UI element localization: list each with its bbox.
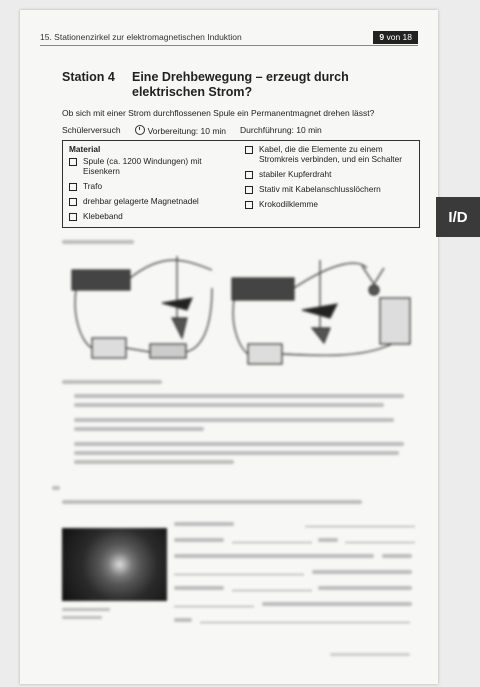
checkbox-icon xyxy=(69,183,77,191)
prep-time: Vorbereitung: 10 min xyxy=(135,125,226,136)
material-item: Spule (ca. 1200 Windungen) mit Eisenkern xyxy=(69,156,239,176)
material-item: Krokodilklemme xyxy=(245,199,415,209)
material-list-left xyxy=(69,156,239,226)
experiment-meta xyxy=(62,125,322,136)
checkbox-icon xyxy=(245,186,253,194)
material-box xyxy=(62,140,420,228)
material-item: drehbar gelagerte Magnetnadel xyxy=(69,196,239,206)
material-item: Kabel, die die Elemente zu einem Stromkreis verbinden, und ein Schalter xyxy=(245,144,415,164)
setup-diagrams xyxy=(62,248,422,370)
page-current: 9 xyxy=(379,32,385,42)
checkbox-icon xyxy=(69,198,77,206)
station-title xyxy=(62,70,422,100)
material-item: Stativ mit Kabelanschlusslöchern xyxy=(245,184,415,194)
checkbox-icon xyxy=(69,213,77,221)
station-number: Station 4 xyxy=(62,70,115,84)
checkbox-icon xyxy=(245,171,253,179)
setup-diagram-a xyxy=(72,256,212,358)
experiment-type: Schülerversuch xyxy=(62,125,121,135)
material-item: stabiler Kupferdraht xyxy=(245,169,415,179)
material-item: Klebeband xyxy=(69,211,239,221)
station-heading: Eine Drehbewegung – erzeugt durch elektrischen Strom? xyxy=(132,70,349,99)
checkbox-icon xyxy=(245,146,253,154)
header-title: 15. Stationenzirkel zur elektromagnetischen Induktion xyxy=(40,32,242,42)
page-total: von 18 xyxy=(386,32,412,42)
section-tab: I/D xyxy=(436,197,480,237)
material-list-right xyxy=(245,144,415,214)
material-item: Trafo xyxy=(69,181,239,191)
page-header xyxy=(40,32,418,46)
magnet-photo xyxy=(62,528,167,601)
material-heading: Material xyxy=(69,144,101,154)
setup-heading-placeholder xyxy=(62,240,134,244)
clock-icon xyxy=(135,125,145,135)
setup-diagram-b xyxy=(232,260,410,364)
checkbox-icon xyxy=(245,201,253,209)
page-number-badge xyxy=(373,31,418,44)
exec-time: Durchführung: 10 min xyxy=(240,125,322,135)
research-question: Ob sich mit einer Strom durchflossenen Spule ein Permanentmagnet drehen lässt? xyxy=(62,108,375,118)
checkbox-icon xyxy=(69,158,77,166)
